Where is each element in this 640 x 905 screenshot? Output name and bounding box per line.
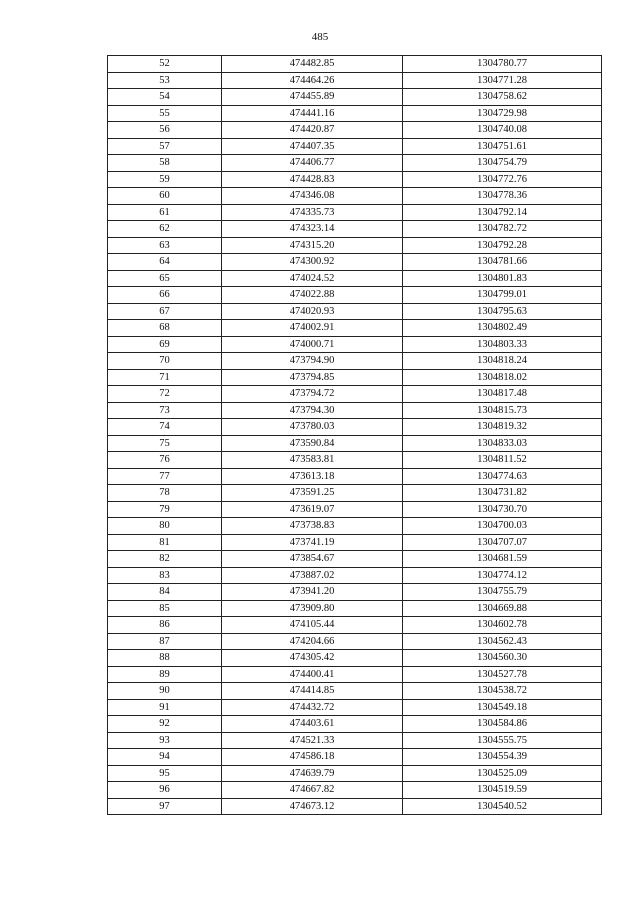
x-coordinate-cell: 474521.33 [222, 732, 403, 749]
table-row [108, 105, 602, 122]
x-coordinate-cell: 474346.08 [222, 188, 403, 205]
x-coordinate-cell: 473794.30 [222, 402, 403, 419]
y-coordinate-cell: 1304525.09 [403, 765, 602, 782]
table-row [108, 56, 602, 73]
x-coordinate-cell: 474407.35 [222, 138, 403, 155]
table-row [108, 89, 602, 106]
x-coordinate-cell: 474455.89 [222, 89, 403, 106]
point-number-cell: 55 [108, 105, 222, 122]
y-coordinate-cell: 1304818.02 [403, 369, 602, 386]
table-row [108, 617, 602, 634]
point-number-cell: 72 [108, 386, 222, 403]
point-number-cell: 59 [108, 171, 222, 188]
table-row [108, 188, 602, 205]
table-row [108, 765, 602, 782]
table-row [108, 221, 602, 238]
x-coordinate-cell: 474024.52 [222, 270, 403, 287]
x-coordinate-cell: 474586.18 [222, 749, 403, 766]
point-number-cell: 57 [108, 138, 222, 155]
y-coordinate-cell: 1304801.83 [403, 270, 602, 287]
x-coordinate-cell: 473854.67 [222, 551, 403, 568]
table-row [108, 155, 602, 172]
table-row [108, 386, 602, 403]
point-number-cell: 96 [108, 782, 222, 799]
point-number-cell: 95 [108, 765, 222, 782]
table-row [108, 732, 602, 749]
y-coordinate-cell: 1304731.82 [403, 485, 602, 502]
x-coordinate-cell: 473619.07 [222, 501, 403, 518]
x-coordinate-cell: 474000.71 [222, 336, 403, 353]
x-coordinate-cell: 474315.20 [222, 237, 403, 254]
x-coordinate-cell: 474639.79 [222, 765, 403, 782]
y-coordinate-cell: 1304549.18 [403, 699, 602, 716]
table-row [108, 171, 602, 188]
table-row [108, 798, 602, 815]
y-coordinate-cell: 1304803.33 [403, 336, 602, 353]
x-coordinate-cell: 474428.83 [222, 171, 403, 188]
point-number-cell: 87 [108, 633, 222, 650]
y-coordinate-cell: 1304799.01 [403, 287, 602, 304]
point-number-cell: 80 [108, 518, 222, 535]
y-coordinate-cell: 1304817.48 [403, 386, 602, 403]
x-coordinate-cell: 474002.91 [222, 320, 403, 337]
y-coordinate-cell: 1304751.61 [403, 138, 602, 155]
table-row [108, 551, 602, 568]
y-coordinate-cell: 1304792.14 [403, 204, 602, 221]
y-coordinate-cell: 1304555.75 [403, 732, 602, 749]
x-coordinate-cell: 474482.85 [222, 56, 403, 73]
point-number-cell: 89 [108, 666, 222, 683]
y-coordinate-cell: 1304792.28 [403, 237, 602, 254]
point-number-cell: 77 [108, 468, 222, 485]
coordinates-table [107, 55, 602, 815]
table-row [108, 419, 602, 436]
point-number-cell: 94 [108, 749, 222, 766]
point-number-cell: 58 [108, 155, 222, 172]
point-number-cell: 68 [108, 320, 222, 337]
table-row [108, 699, 602, 716]
x-coordinate-cell: 474300.92 [222, 254, 403, 271]
y-coordinate-cell: 1304755.79 [403, 584, 602, 601]
y-coordinate-cell: 1304754.79 [403, 155, 602, 172]
x-coordinate-cell: 474403.61 [222, 716, 403, 733]
x-coordinate-cell: 474441.16 [222, 105, 403, 122]
y-coordinate-cell: 1304774.12 [403, 567, 602, 584]
x-coordinate-cell: 474406.77 [222, 155, 403, 172]
y-coordinate-cell: 1304669.88 [403, 600, 602, 617]
table-row [108, 303, 602, 320]
table-row [108, 287, 602, 304]
point-number-cell: 84 [108, 584, 222, 601]
point-number-cell: 53 [108, 72, 222, 89]
y-coordinate-cell: 1304833.03 [403, 435, 602, 452]
table-row [108, 633, 602, 650]
y-coordinate-cell: 1304602.78 [403, 617, 602, 634]
x-coordinate-cell: 474335.73 [222, 204, 403, 221]
point-number-cell: 75 [108, 435, 222, 452]
table-row [108, 435, 602, 452]
point-number-cell: 70 [108, 353, 222, 370]
table-row [108, 122, 602, 139]
point-number-cell: 91 [108, 699, 222, 716]
table-row [108, 254, 602, 271]
table-row [108, 138, 602, 155]
y-coordinate-cell: 1304527.78 [403, 666, 602, 683]
point-number-cell: 97 [108, 798, 222, 815]
point-number-cell: 82 [108, 551, 222, 568]
y-coordinate-cell: 1304782.72 [403, 221, 602, 238]
y-coordinate-cell: 1304584.86 [403, 716, 602, 733]
x-coordinate-cell: 473909.80 [222, 600, 403, 617]
table-row [108, 237, 602, 254]
y-coordinate-cell: 1304774.63 [403, 468, 602, 485]
table-row [108, 501, 602, 518]
table-row [108, 666, 602, 683]
y-coordinate-cell: 1304811.52 [403, 452, 602, 469]
point-number-cell: 73 [108, 402, 222, 419]
point-number-cell: 93 [108, 732, 222, 749]
point-number-cell: 85 [108, 600, 222, 617]
point-number-cell: 63 [108, 237, 222, 254]
table-row [108, 518, 602, 535]
point-number-cell: 62 [108, 221, 222, 238]
x-coordinate-cell: 473794.72 [222, 386, 403, 403]
x-coordinate-cell: 474400.41 [222, 666, 403, 683]
y-coordinate-cell: 1304538.72 [403, 683, 602, 700]
point-number-cell: 83 [108, 567, 222, 584]
y-coordinate-cell: 1304681.59 [403, 551, 602, 568]
table-row [108, 369, 602, 386]
y-coordinate-cell: 1304778.36 [403, 188, 602, 205]
table-row [108, 452, 602, 469]
table-row [108, 468, 602, 485]
x-coordinate-cell: 474667.82 [222, 782, 403, 799]
y-coordinate-cell: 1304560.30 [403, 650, 602, 667]
y-coordinate-cell: 1304540.52 [403, 798, 602, 815]
y-coordinate-cell: 1304781.66 [403, 254, 602, 271]
y-coordinate-cell: 1304730.70 [403, 501, 602, 518]
y-coordinate-cell: 1304815.73 [403, 402, 602, 419]
point-number-cell: 65 [108, 270, 222, 287]
x-coordinate-cell: 473794.90 [222, 353, 403, 370]
x-coordinate-cell: 474022.88 [222, 287, 403, 304]
y-coordinate-cell: 1304795.63 [403, 303, 602, 320]
table-row [108, 353, 602, 370]
x-coordinate-cell: 473583.81 [222, 452, 403, 469]
y-coordinate-cell: 1304700.03 [403, 518, 602, 535]
table-row [108, 204, 602, 221]
point-number-cell: 86 [108, 617, 222, 634]
x-coordinate-cell: 474323.14 [222, 221, 403, 238]
y-coordinate-cell: 1304772.76 [403, 171, 602, 188]
x-coordinate-cell: 473741.19 [222, 534, 403, 551]
y-coordinate-cell: 1304562.43 [403, 633, 602, 650]
y-coordinate-cell: 1304554.39 [403, 749, 602, 766]
point-number-cell: 79 [108, 501, 222, 518]
y-coordinate-cell: 1304519.59 [403, 782, 602, 799]
point-number-cell: 69 [108, 336, 222, 353]
x-coordinate-cell: 473613.18 [222, 468, 403, 485]
y-coordinate-cell: 1304740.08 [403, 122, 602, 139]
x-coordinate-cell: 474464.26 [222, 72, 403, 89]
table-row [108, 683, 602, 700]
x-coordinate-cell: 474420.87 [222, 122, 403, 139]
x-coordinate-cell: 474414.85 [222, 683, 403, 700]
point-number-cell: 76 [108, 452, 222, 469]
x-coordinate-cell: 473887.02 [222, 567, 403, 584]
y-coordinate-cell: 1304758.62 [403, 89, 602, 106]
point-number-cell: 74 [108, 419, 222, 436]
table-row [108, 782, 602, 799]
point-number-cell: 64 [108, 254, 222, 271]
x-coordinate-cell: 473738.83 [222, 518, 403, 535]
y-coordinate-cell: 1304818.24 [403, 353, 602, 370]
x-coordinate-cell: 474105.44 [222, 617, 403, 634]
point-number-cell: 52 [108, 56, 222, 73]
table-row [108, 534, 602, 551]
point-number-cell: 90 [108, 683, 222, 700]
table-row [108, 485, 602, 502]
y-coordinate-cell: 1304802.49 [403, 320, 602, 337]
page-number: 485 [311, 31, 329, 43]
y-coordinate-cell: 1304819.32 [403, 419, 602, 436]
point-number-cell: 56 [108, 122, 222, 139]
y-coordinate-cell: 1304729.98 [403, 105, 602, 122]
point-number-cell: 67 [108, 303, 222, 320]
table-row [108, 72, 602, 89]
table-row [108, 336, 602, 353]
y-coordinate-cell: 1304771.28 [403, 72, 602, 89]
point-number-cell: 54 [108, 89, 222, 106]
x-coordinate-cell: 474673.12 [222, 798, 403, 815]
y-coordinate-cell: 1304780.77 [403, 56, 602, 73]
x-coordinate-cell: 473941.20 [222, 584, 403, 601]
table-row [108, 402, 602, 419]
point-number-cell: 81 [108, 534, 222, 551]
point-number-cell: 66 [108, 287, 222, 304]
table-row [108, 716, 602, 733]
x-coordinate-cell: 474432.72 [222, 699, 403, 716]
x-coordinate-cell: 474305.42 [222, 650, 403, 667]
table-row [108, 270, 602, 287]
y-coordinate-cell: 1304707.07 [403, 534, 602, 551]
x-coordinate-cell: 473590.84 [222, 435, 403, 452]
x-coordinate-cell: 474020.93 [222, 303, 403, 320]
point-number-cell: 78 [108, 485, 222, 502]
point-number-cell: 92 [108, 716, 222, 733]
point-number-cell: 88 [108, 650, 222, 667]
table-row [108, 749, 602, 766]
x-coordinate-cell: 473780.03 [222, 419, 403, 436]
x-coordinate-cell: 473794.85 [222, 369, 403, 386]
table-row [108, 650, 602, 667]
point-number-cell: 71 [108, 369, 222, 386]
table-row [108, 320, 602, 337]
coordinates-table-body [108, 56, 602, 815]
point-number-cell: 61 [108, 204, 222, 221]
x-coordinate-cell: 473591.25 [222, 485, 403, 502]
table-row [108, 600, 602, 617]
x-coordinate-cell: 474204.66 [222, 633, 403, 650]
table-row [108, 567, 602, 584]
table-row [108, 584, 602, 601]
point-number-cell: 60 [108, 188, 222, 205]
